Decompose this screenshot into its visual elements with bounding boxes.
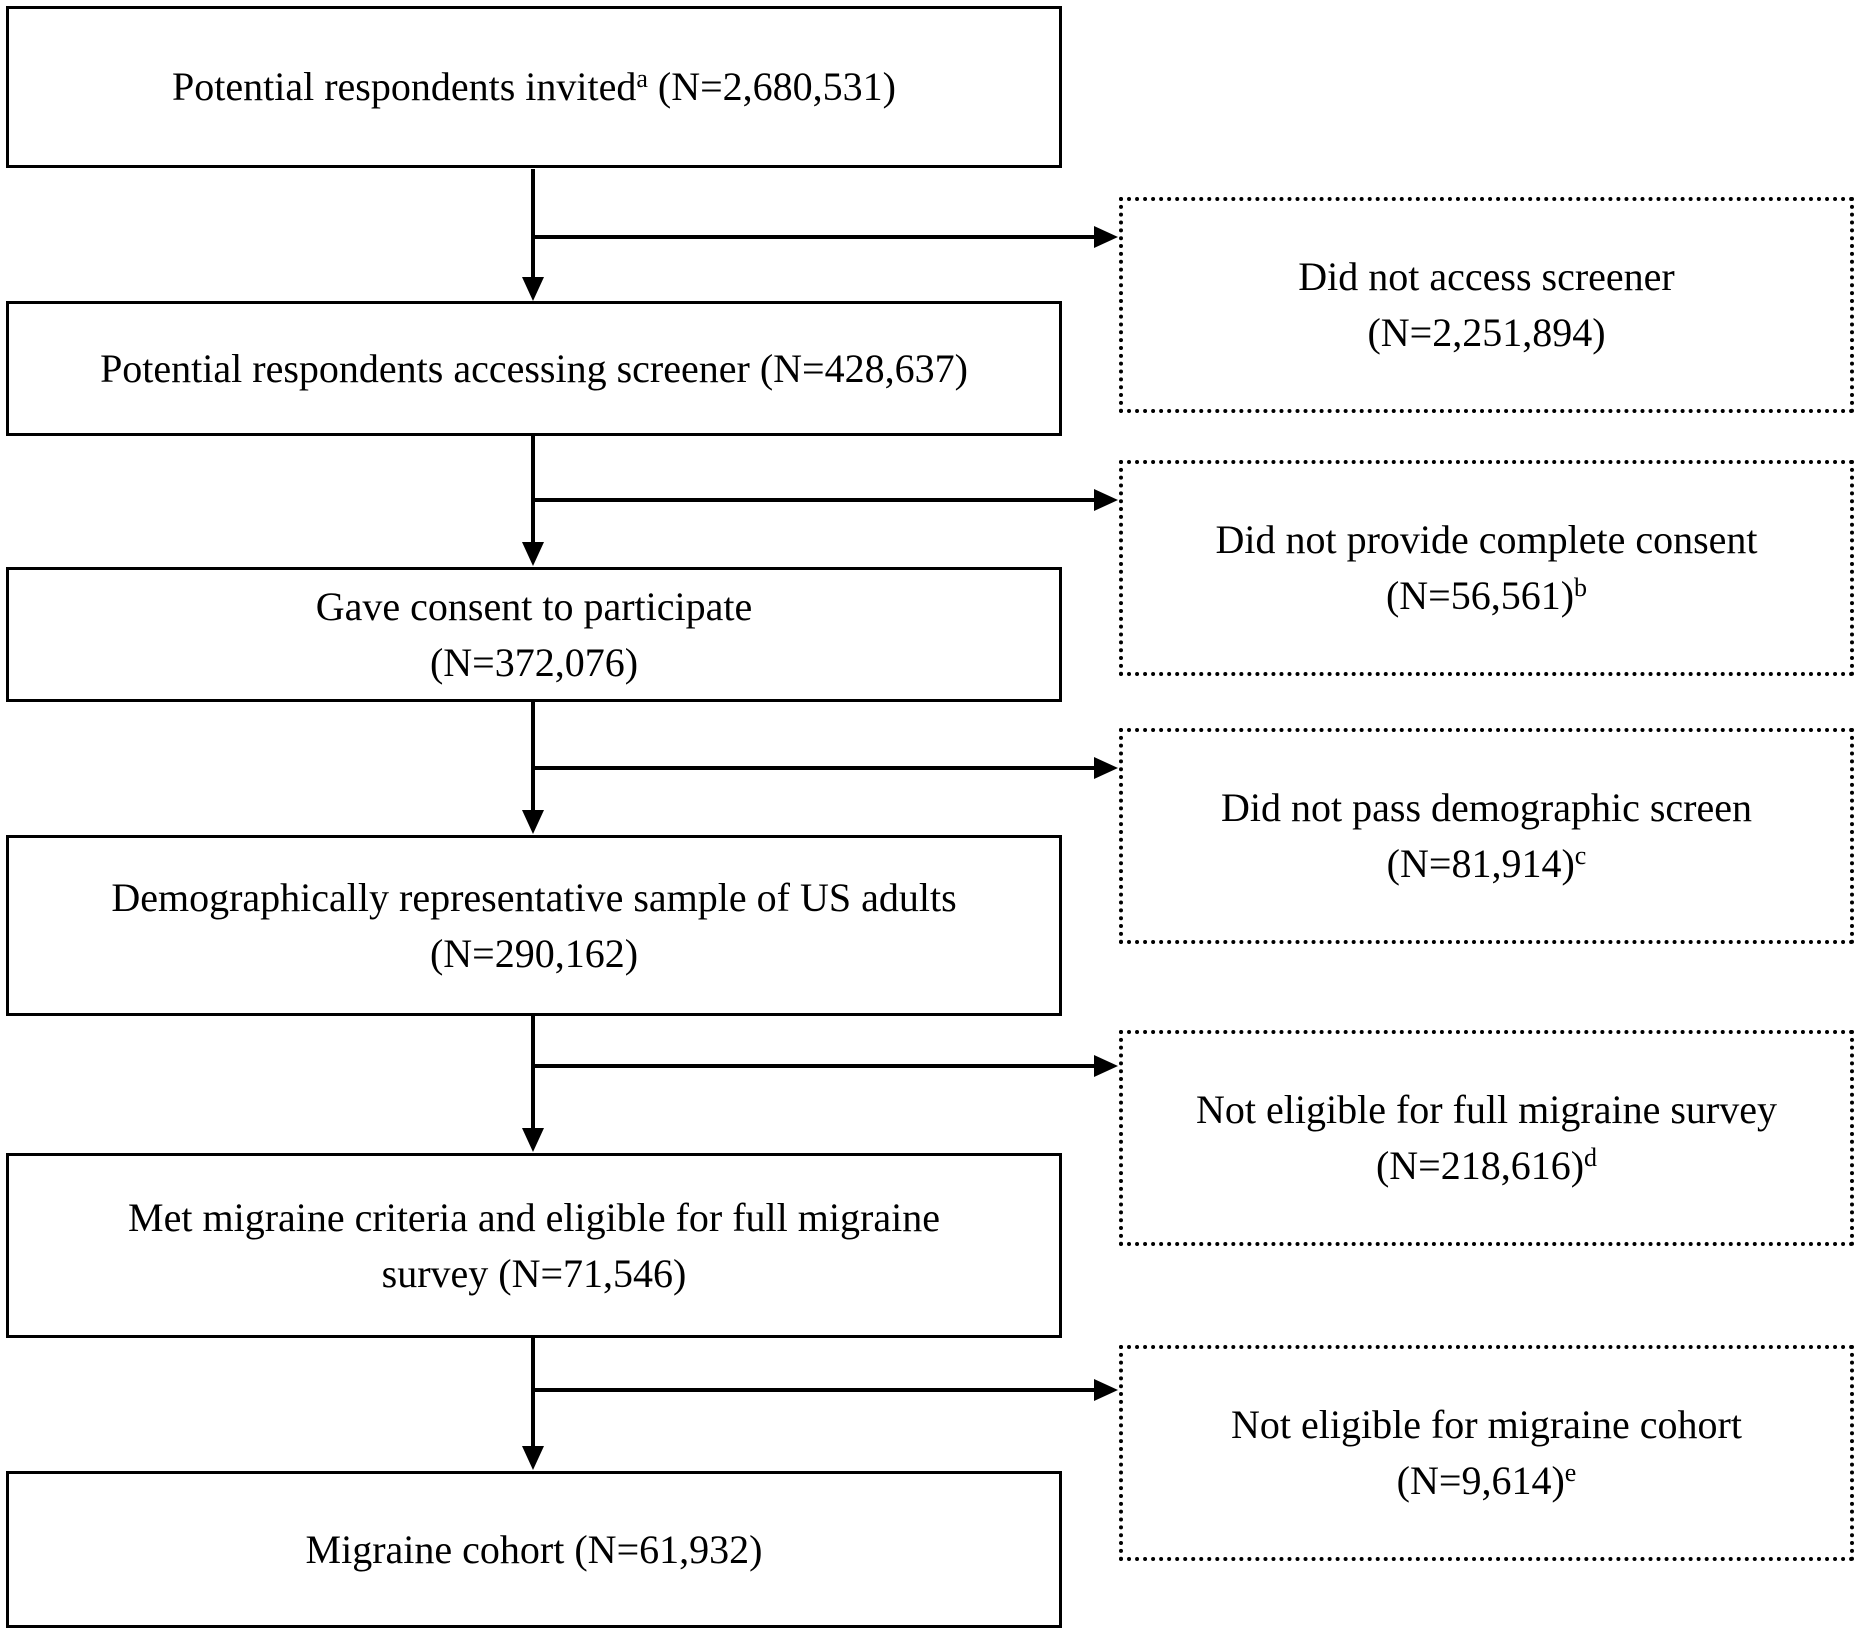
footnote-marker-e: e [1564,1458,1577,1487]
flow-box-migraine-cohort [6,1471,1062,1628]
arrowhead-right-5 [1094,1379,1118,1401]
arrowhead-down-5 [522,1446,544,1470]
exclusion-no-screener-access-line1: Did not access screener [1298,254,1675,299]
flow-box-demographic-sample-line2: (N=290,162) [429,930,639,976]
flow-box-migraine-cohort-text: Migraine cohort (N=61,932) [305,1526,763,1572]
flow-box-migraine-eligible [6,1153,1062,1338]
flow-box-migraine-eligible-line2: survey (N=71,546) [381,1250,687,1296]
flow-box-invited [6,6,1062,168]
flow-box-demographic-sample-line1: Demographically representative sample of US adults [111,874,957,920]
footnote-marker-c: c [1574,841,1587,870]
exclusion-no-screener-access-n: (N=2,251,894) [1367,310,1606,355]
exclusion-failed-demographic-screen-n: (N=81,914)$^c$ [1386,841,1587,886]
flow-box-migraine-eligible-line1: Met migraine criteria and eligible for full migraine [128,1194,940,1240]
flow-box-consent-line2: (N=372,076) [429,639,639,685]
exclusion-box-not-eligible-full-survey [1119,1030,1854,1246]
exclusion-incomplete-consent-line1: Did not provide complete consent [1215,517,1758,562]
exclusion-failed-demographic-screen-line1: Did not pass demographic screen [1221,785,1752,830]
arrowhead-down-1 [522,277,544,301]
flow-box-accessing-screener [6,301,1062,436]
footnote-marker-b: b [1574,573,1588,602]
exclusion-box-no-screener-access [1119,197,1854,413]
arrowhead-right-1 [1094,226,1118,248]
exclusion-box-failed-demographic-screen [1119,728,1854,944]
arrowhead-right-4 [1094,1055,1118,1077]
exclusion-box-not-eligible-cohort [1119,1345,1854,1561]
exclusion-not-eligible-full-survey-line1: Not eligible for full migraine survey [1196,1087,1777,1132]
exclusion-not-eligible-full-survey-n: (N=218,616)$^d$ [1375,1143,1598,1188]
flow-box-consent [6,567,1062,702]
footnote-marker-d: d [1584,1143,1598,1172]
arrowhead-right-3 [1094,757,1118,779]
flow-box-invited-text: Potential respondents invited$^a$ (N=2,680,531) [171,64,896,109]
arrowhead-down-2 [522,542,544,566]
exclusion-incomplete-consent-n: (N=56,561)$^b$ [1385,573,1588,618]
exclusion-not-eligible-cohort-line1: Not eligible for migraine cohort [1231,1402,1742,1447]
arrowhead-right-2 [1094,489,1118,511]
exclusion-box-incomplete-consent [1119,460,1854,676]
exclusion-not-eligible-cohort-n: (N=9,614)$^e$ [1396,1458,1577,1503]
arrowhead-down-3 [522,810,544,834]
footnote-marker-a: a [636,64,648,93]
flow-box-demographic-sample [6,835,1062,1016]
arrowhead-down-4 [522,1128,544,1152]
flow-box-accessing-screener-text: Potential respondents accessing screener (N=428,637) [100,345,968,391]
flow-box-consent-line1: Gave consent to participate [315,583,753,629]
